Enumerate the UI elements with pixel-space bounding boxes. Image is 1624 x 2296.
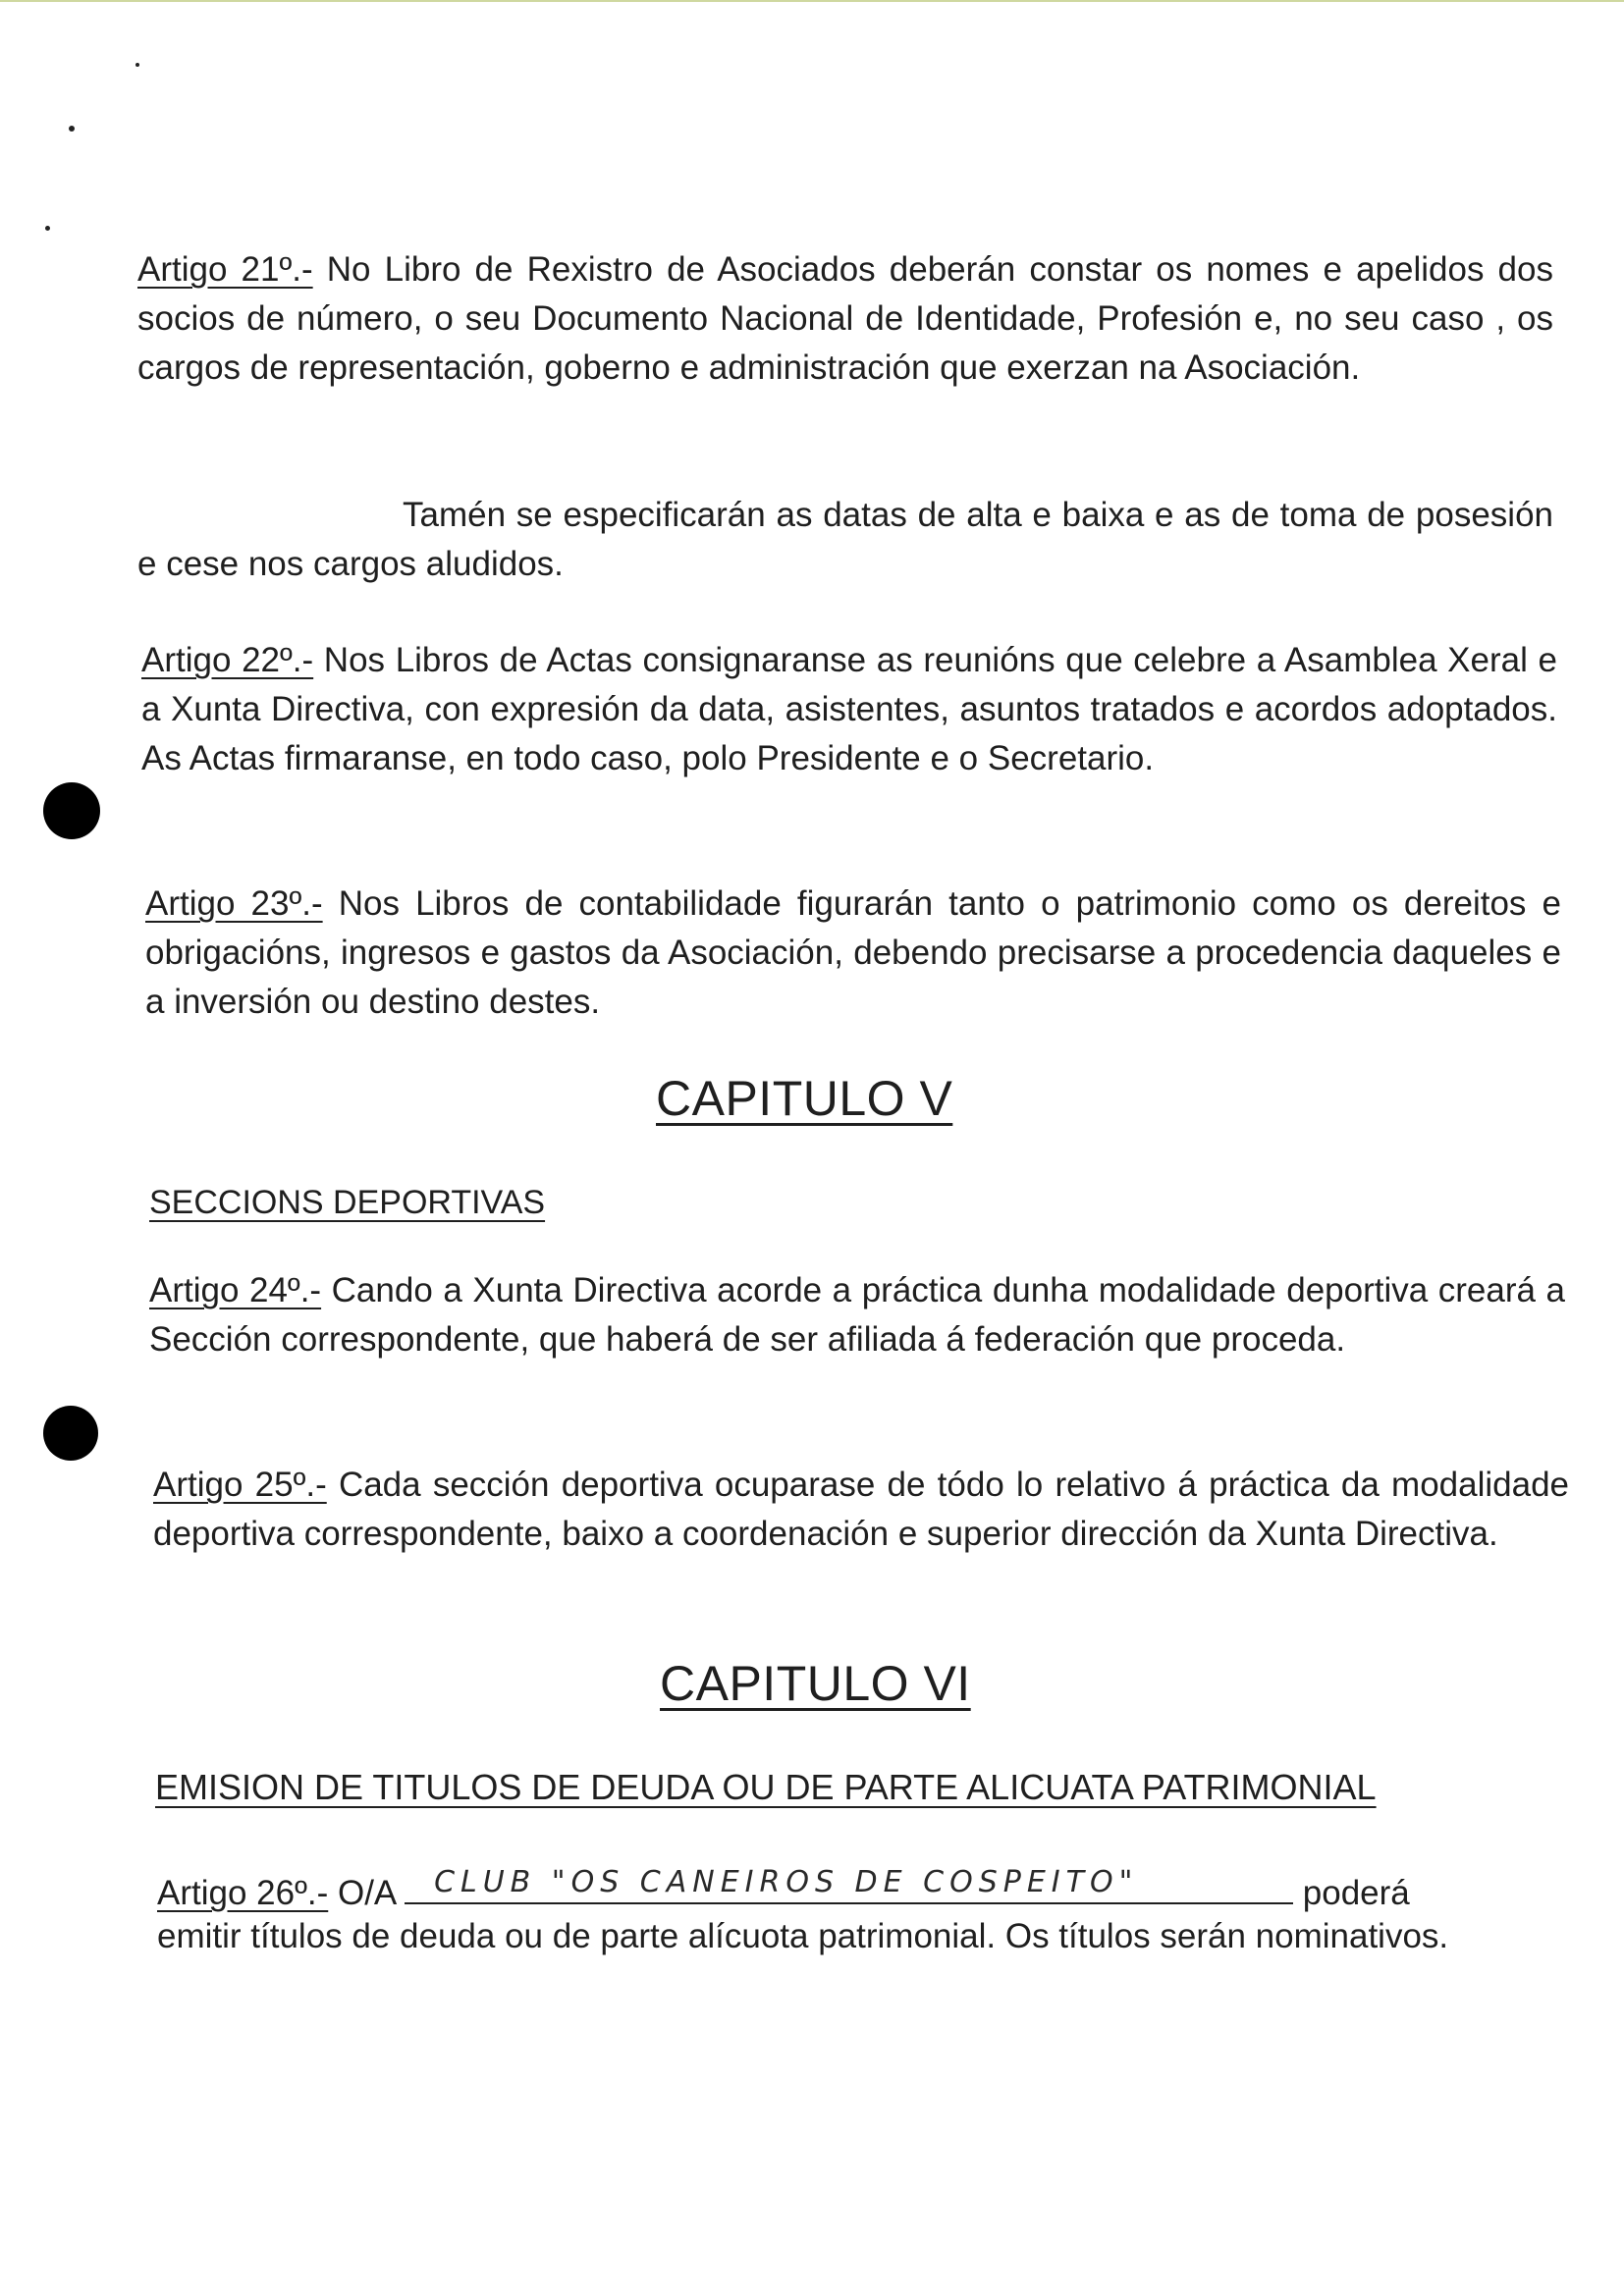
scan-speck — [69, 126, 75, 132]
article-label: Artigo 22º.- — [141, 641, 314, 679]
handwritten-club-name: CLUB "OS CANEIROS DE COSPEITO" — [405, 1863, 1293, 1904]
article-text: Cada sección deportiva ocuparase de tódo lo relativo á práctica da modalidade deportiva correspondente, baixo a coordenación e superior dirección da Xunta Directiva. — [153, 1466, 1569, 1553]
article-21 — [137, 245, 1553, 393]
article-text: Nos Libros de contabilidade figurarán tanto o patrimonio como os dereitos e obrigacións, ingresos e gastos da Asociación, debendo precisarse a procedencia daqueles e a inversión ou destino destes. — [145, 884, 1561, 1021]
punch-hole — [43, 1406, 98, 1461]
article-25 — [153, 1461, 1569, 1559]
scan-speck — [45, 226, 50, 231]
article-label: Artigo 23º.- — [145, 884, 323, 923]
article-label: Artigo 21º.- — [137, 250, 313, 289]
article-24 — [149, 1266, 1565, 1364]
article-label: Artigo 24º.- — [149, 1271, 322, 1309]
scan-speck — [135, 63, 139, 67]
section-title: SECCIONS DEPORTIVAS — [149, 1184, 546, 1221]
scan-edge-line — [0, 0, 1624, 2]
article-21-continuation — [137, 491, 1553, 589]
article-label: Artigo 25º.- — [153, 1466, 327, 1504]
article-22 — [141, 636, 1557, 783]
article-26-continuation — [157, 1912, 1573, 1961]
section-title: EMISION DE TITULOS DE DEUDA OU DE PARTE ALICUATA PATRIMONIAL — [155, 1767, 1377, 1807]
article-text: Tamén se especificarán as datas de alta e baixa e as de toma de posesión e cese nos cargos aludidos. — [137, 496, 1553, 583]
article-26 — [157, 1863, 1573, 1918]
article-after-blank: poderá — [1293, 1874, 1410, 1912]
article-prefix: O/A — [328, 1874, 406, 1912]
punch-hole — [43, 782, 100, 839]
article-text: emitir títulos de deuda ou de parte alícuota patrimonial. Os títulos serán nominativos. — [157, 1917, 1449, 1955]
article-text: Cando a Xunta Directiva acorde a práctica dunha modalidade deportiva creará a Sección correspondente, que haberá de ser afiliada á federación que proceda. — [149, 1271, 1566, 1359]
chapter-title: CAPITULO VI — [660, 1656, 971, 1711]
article-label: Artigo 26º.- — [157, 1874, 329, 1912]
article-text: No Libro de Rexistro de Asociados deberán constar os nomes e apelidos dos socios de número, o seu Documento Nacional de Identidade, Profesión e, no seu caso , os cargos de representación, goberno e administración que exerzan na Asociación. — [137, 250, 1553, 387]
chapter-title: CAPITULO V — [656, 1071, 953, 1126]
article-23 — [145, 880, 1561, 1027]
article-text: Nos Libros de Actas consignaranse as reunións que celebre a Asamblea Xeral e a Xunta Directiva, con expresión da data, asistentes, asuntos tratados e acordos adoptados. As Actas firmaranse, en todo caso, polo Presidente e o Secretario. — [141, 641, 1557, 777]
